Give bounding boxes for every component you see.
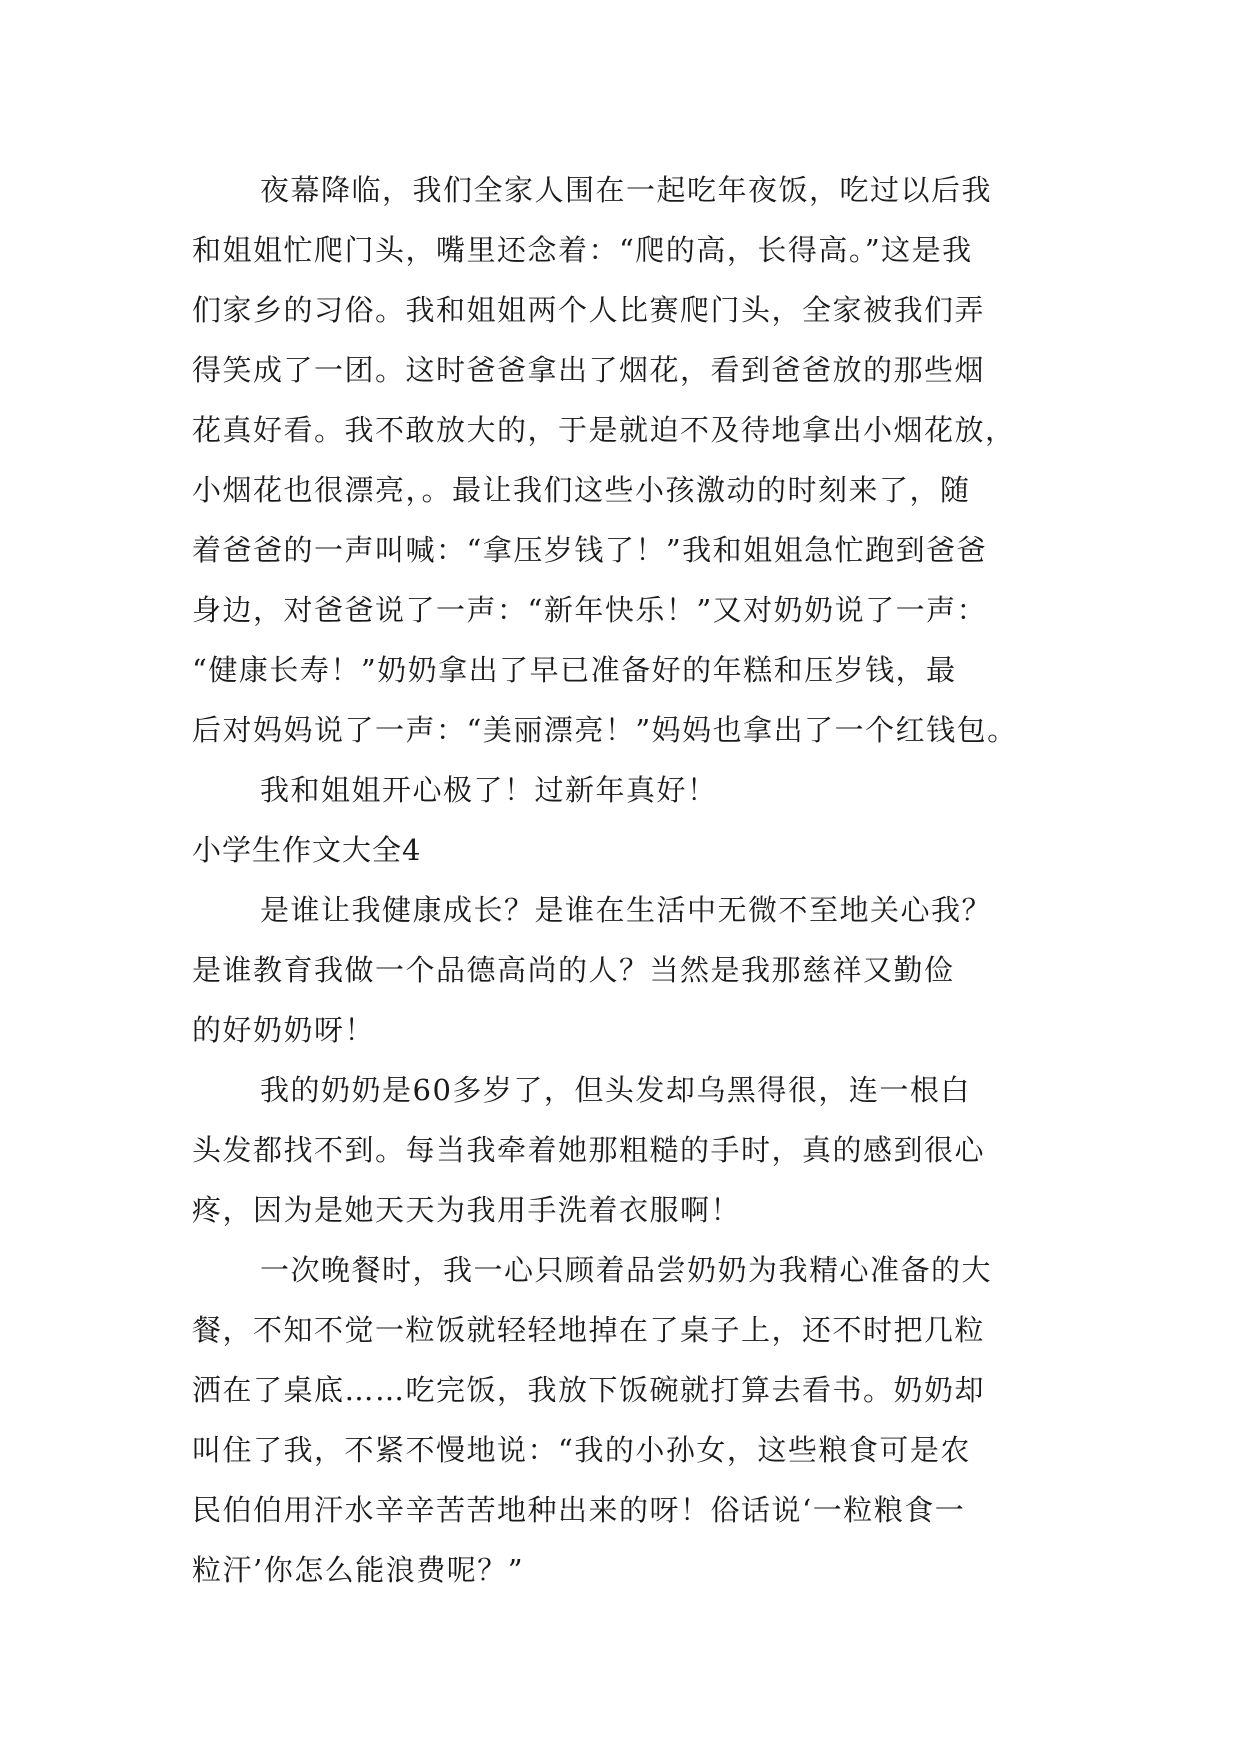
document-page [192,160,1062,1600]
paragraph [192,880,1062,1060]
paragraph [192,1240,1062,1600]
text-line: 是谁让我健康成长？是谁在生活中无微不至地关心我？ [260,893,993,927]
text-line: 们家乡的习俗。我和姐姐两个人比赛爬门头，全家被我们弄 [192,293,986,327]
text-line: 着爸爸的一声叫喊：“拿压岁钱了！”我和姐姐急忙跑到爸爸 [192,533,988,567]
text-line: 是谁教育我做一个品德高尚的人？当然是我那慈祥又勤俭 [192,953,955,987]
text-line: 花真好看。我不敢放大的，于是就迫不及待地拿出小烟花放， [192,413,1016,447]
paragraph [192,160,1062,760]
text-line: 和姐姐忙爬门头，嘴里还念着：“爬的高，长得高。”这是我 [192,233,973,267]
text-line: 粒汗’你怎么能浪费呢？” [192,1553,525,1587]
text-line: 得笑成了一团。这时爸爸拿出了烟花，看到爸爸放的那些烟 [192,353,986,387]
text-line: 小烟花也很漂亮，。最让我们这些小孩激动的时刻来了，随 [192,473,971,507]
text-line: 疼，因为是她天天为我用手洗着衣服啊！ [192,1193,742,1227]
text-line: 夜幕降临，我们全家人围在一起吃年夜饭，吃过以后我 [260,173,993,207]
text-line: “健康长寿！”奶奶拿出了早已准备好的年糕和压岁钱，最 [192,653,957,687]
text-line: 民伯伯用汗水辛辛苦苦地种出来的呀！俗话说‘一粒粮食一 [192,1493,966,1527]
paragraph [192,1060,1062,1240]
paragraph [192,760,1062,820]
text-line: 头发都找不到。每当我牵着她那粗糙的手时，真的感到很心 [192,1133,986,1167]
section-title: 小学生作文大全4 [192,833,422,867]
text-line: 的好奶奶呀！ [192,1013,376,1047]
text-line: 一次晚餐时，我一心只顾着品尝奶奶为我精心准备的大 [260,1253,993,1287]
text-line: 我和姐姐开心极了！过新年真好！ [260,773,718,807]
text-line: 我的奶奶是60多岁了，但头发却乌黑得很，连一根白 [260,1073,971,1107]
text-line: 洒在了桌底……吃完饭，我放下饭碗就打算去看书。奶奶却 [192,1373,986,1407]
text-line: 叫住了我，不紧不慢地说：“我的小孙女，这些粮食可是农 [192,1433,971,1467]
text-line: 餐，不知不觉一粒饭就轻轻地掉在了桌子上，还不时把几粒 [192,1313,986,1347]
text-line: 后对妈妈说了一声：“美丽漂亮！”妈妈也拿出了一个红钱包。 [192,713,1018,747]
text-line: 身边，对爸爸说了一声：“新年快乐！”又对奶奶说了一声： [192,593,988,627]
